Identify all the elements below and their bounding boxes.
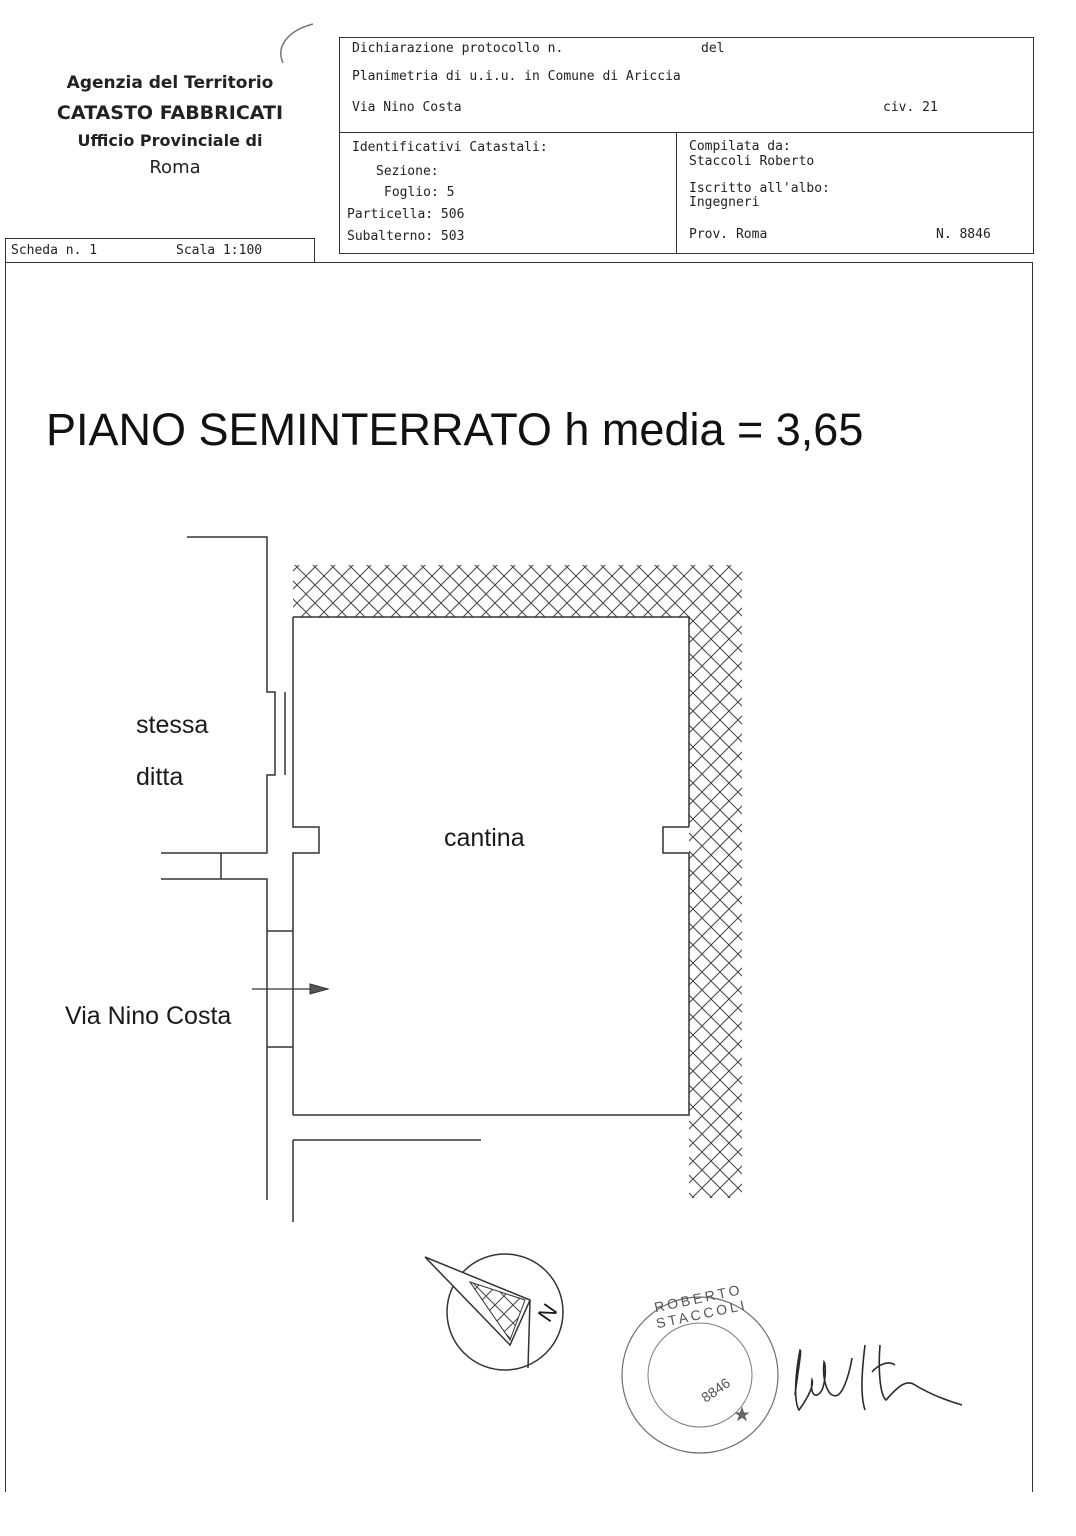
hatched-wall [293, 565, 742, 1198]
street-plan-label: Via Nino Costa [65, 1002, 232, 1030]
signature [795, 1345, 962, 1410]
subalterno-field: Subalterno: 503 [347, 229, 465, 244]
sezione-field: Sezione: [376, 164, 439, 179]
protocol-date-label: del [701, 41, 725, 56]
agency-city: Roma [149, 157, 201, 178]
register-number: N. 8846 [936, 227, 991, 242]
agency-office: Ufficio Provinciale di [77, 131, 263, 150]
room-label: cantina [444, 824, 525, 852]
pencil-mark [281, 24, 313, 63]
room-wall-right [293, 827, 689, 1115]
stamp-ring-text: ROBERTO STACCOLI [652, 1281, 749, 1332]
plan-title: PIANO SEMINTERRATO h media = 3,65 [46, 404, 864, 455]
civic-number: civ. 21 [883, 100, 938, 115]
sheet-number: Scheda n. 1 [11, 243, 98, 258]
compiler-heading: Compilata da: [689, 139, 791, 154]
neighbor-label-line1: stessa [136, 711, 209, 739]
planimetry-label: Planimetria di u.i.u. in Comune di Ariccia [352, 69, 681, 84]
province: Prov. Roma [689, 227, 768, 242]
street-wall [161, 879, 267, 1200]
neighbor-wall [161, 537, 275, 853]
north-letter: N [532, 1299, 563, 1327]
agency-name: Agenzia del Territorio [66, 73, 274, 93]
particella-field: Particella: 506 [347, 207, 465, 222]
compiler-name: Staccoli Roberto [689, 154, 815, 169]
identifiers-heading: Identificativi Catastali: [352, 140, 548, 155]
foglio-field: Foglio: 5 [384, 185, 455, 200]
lower-wall [293, 1140, 481, 1222]
protocol-label: Dichiarazione protocollo n. [352, 41, 564, 56]
entrance-arrowhead [310, 984, 328, 994]
street-label: Via Nino Costa [352, 100, 462, 115]
room-wall-top [293, 617, 689, 827]
sheet-scale: Scala 1:100 [176, 243, 263, 258]
stamp-number: 8846 [698, 1374, 733, 1406]
albo-label: Iscritto all'albo: [689, 181, 830, 196]
room-wall-left [293, 617, 319, 1115]
neighbor-label-line2: ditta [136, 763, 184, 791]
agency-department: CATASTO FABBRICATI [56, 102, 284, 124]
albo-value: Ingegneri [689, 195, 760, 210]
